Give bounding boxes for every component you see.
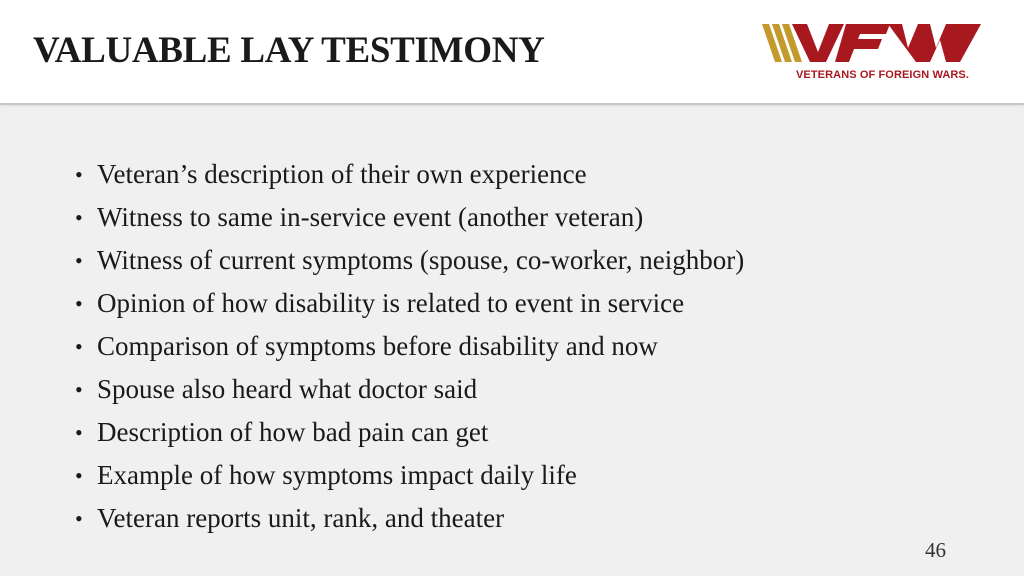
bullet-text: Example of how symptoms impact daily life: [97, 460, 577, 490]
bullet-text: Description of how bad pain can get: [97, 417, 489, 447]
vfw-logo: [760, 20, 985, 86]
logo-letter-f: [835, 24, 890, 62]
bullet-dot: •: [75, 162, 83, 187]
page-number: 46: [925, 538, 946, 562]
bullet-dot: •: [75, 291, 83, 316]
list-item: [75, 153, 744, 196]
bullet-text: Witness to same in-service event (another veteran): [97, 202, 644, 232]
list-item: [75, 196, 744, 239]
bullet-text: Comparison of symptoms before disability and now: [97, 331, 658, 361]
bullet-text: Witness of current symptoms (spouse, co-worker, neighbor): [97, 245, 745, 275]
bullet-dot: •: [75, 463, 83, 488]
vfw-logo-mark: [760, 20, 985, 68]
list-item: [75, 497, 744, 540]
bullet-dot: •: [75, 506, 83, 531]
list-item: [75, 239, 744, 282]
bullet-dot: •: [75, 205, 83, 230]
bullet-text: Spouse also heard what doctor said: [97, 374, 478, 404]
bullet-dot: •: [75, 248, 83, 273]
list-item: [75, 282, 744, 325]
logo-subtitle: VETERANS OF FOREIGN WARS.: [795, 69, 969, 81]
list-item: [75, 325, 744, 368]
bullet-list: [75, 153, 744, 540]
bullet-dot: •: [75, 334, 83, 359]
bullet-text: Opinion of how disability is related to event in service: [97, 288, 685, 318]
bullet-text: Veteran reports unit, rank, and theater: [97, 503, 505, 533]
list-item: [75, 454, 744, 497]
slide-title: VALUABLE LAY TESTIMONY: [33, 30, 545, 71]
bullet-dot: •: [75, 420, 83, 445]
bullet-dot: •: [75, 377, 83, 402]
list-item: [75, 411, 744, 454]
slide-header: [0, 0, 1024, 105]
list-item: [75, 368, 744, 411]
bullet-text: Veteran’s description of their own experience: [97, 159, 587, 189]
